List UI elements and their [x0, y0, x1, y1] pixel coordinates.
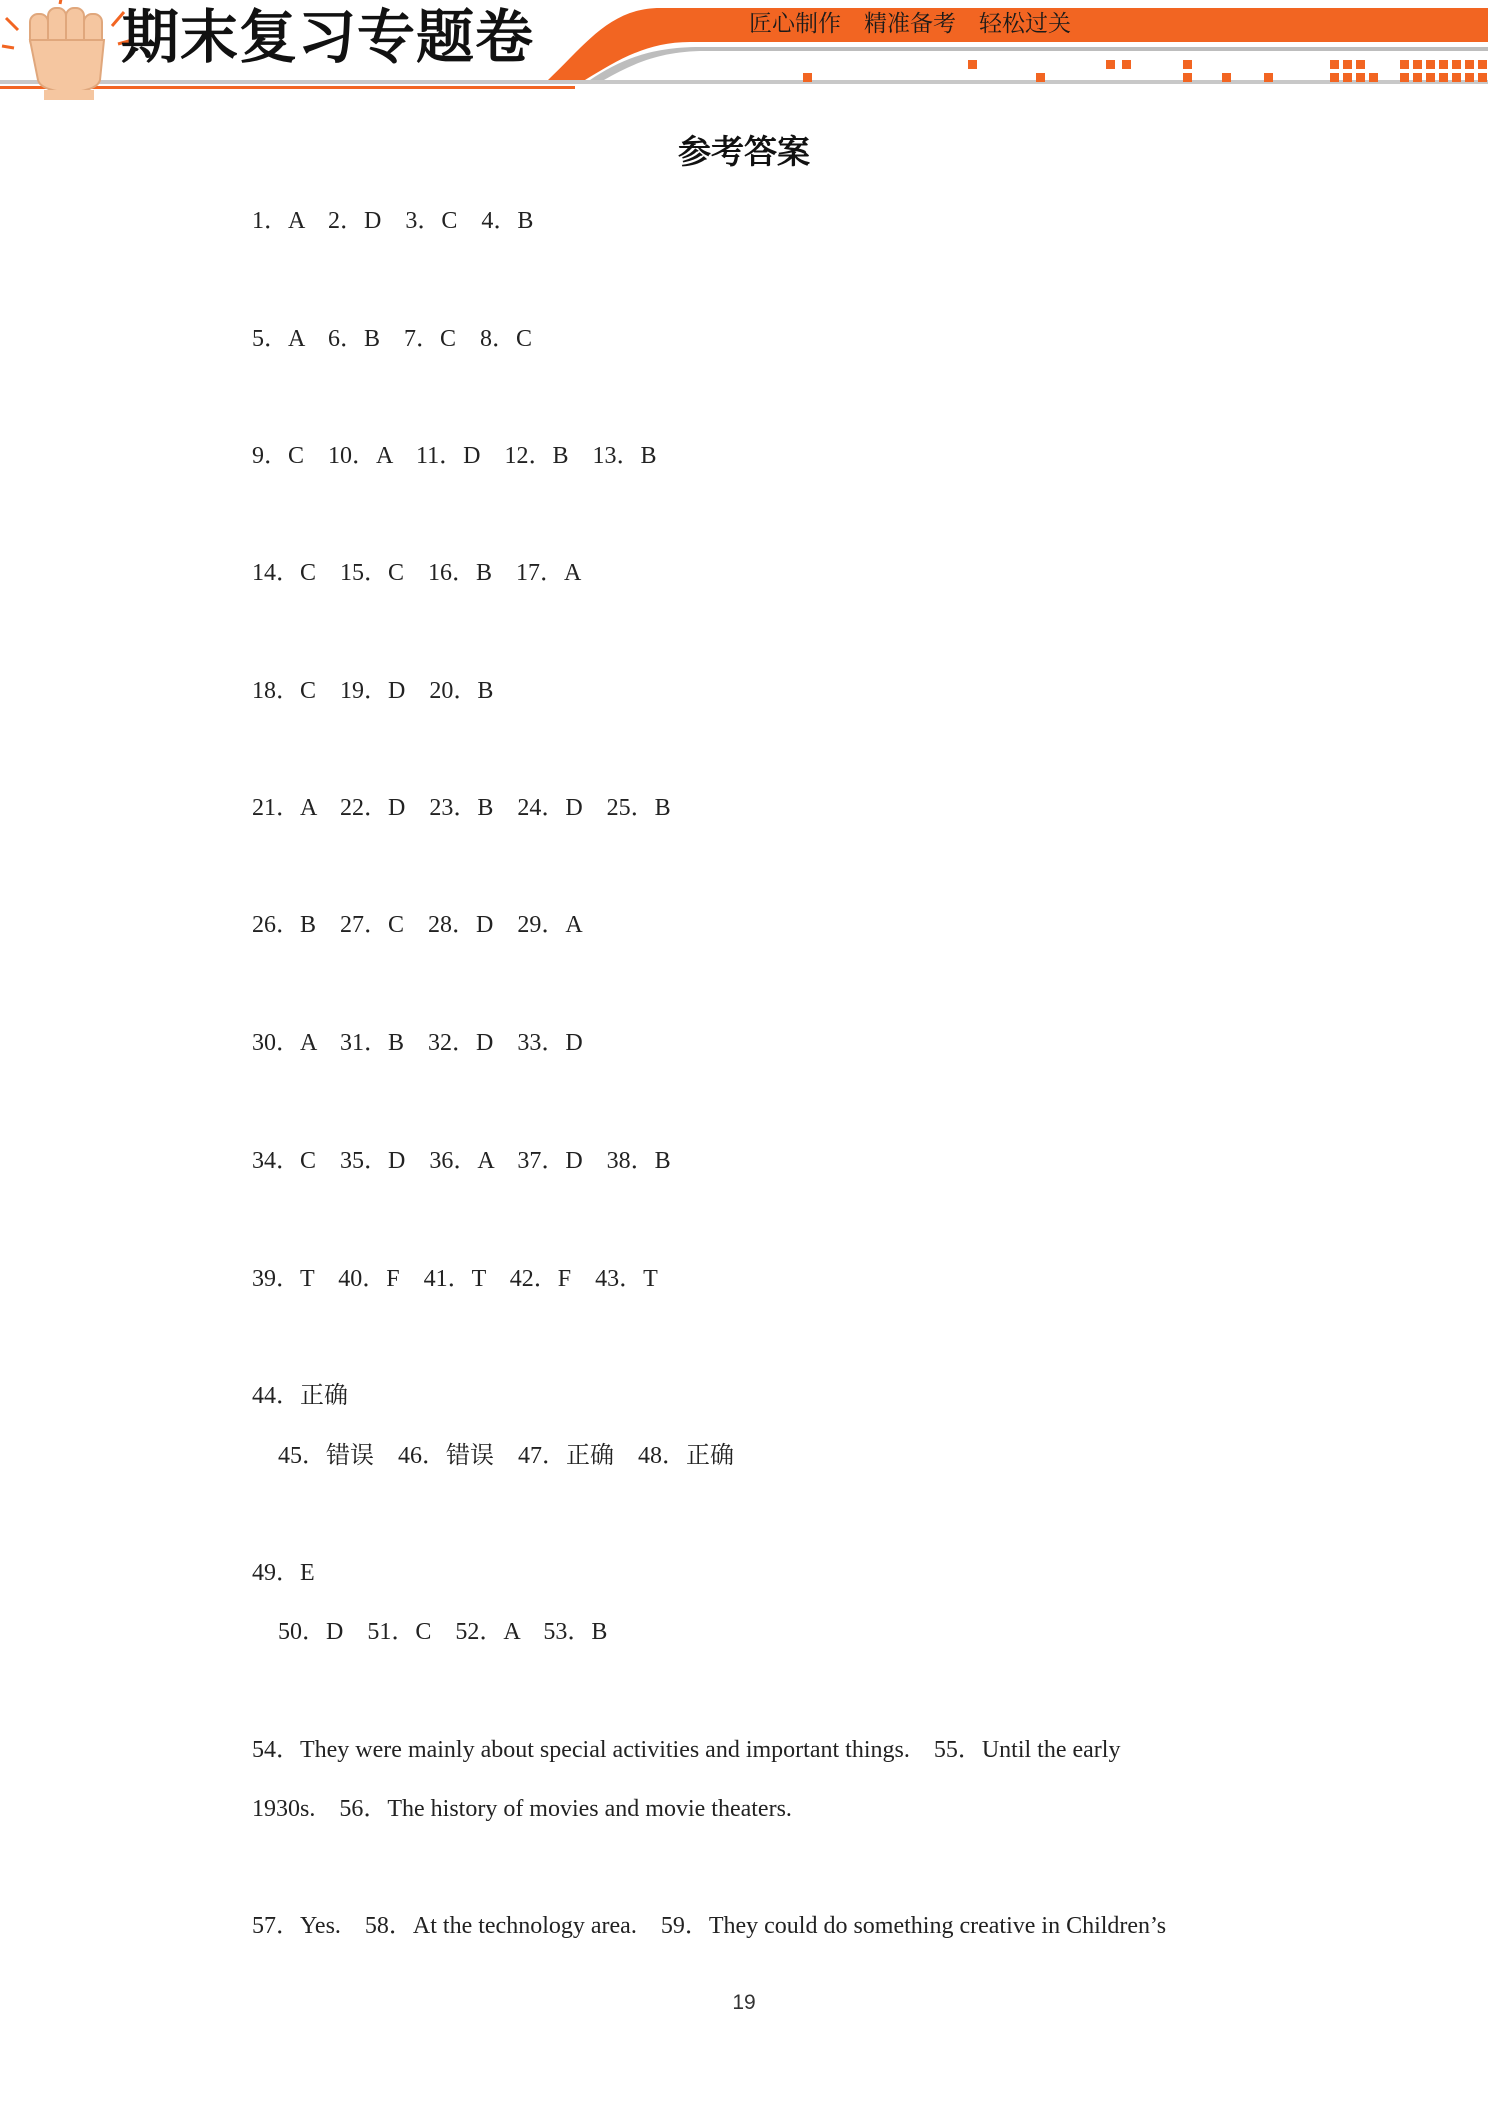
- answer-line: 9．C 10．A 11．D 12．B 13．B: [252, 443, 657, 469]
- answer-line: 30．A 31．B 32．D 33．D: [252, 1030, 583, 1056]
- answer-line: 54．They were mainly about special activities and important things. 55．Until the early: [252, 1737, 1121, 1763]
- answer-line: 45．错误 46．错误 47．正确 48．正确: [278, 1443, 734, 1469]
- answer-line: 44．正确: [252, 1383, 348, 1409]
- header-slogan: 匠心制作 精准备考 轻松过关: [749, 10, 1071, 36]
- answer-line: 1．A 2．D 3．C 4．B: [252, 208, 534, 234]
- answer-line: 18．C 19．D 20．B: [252, 678, 494, 704]
- fist-icon: [2, 0, 132, 100]
- header-title: 期末复习专题卷: [121, 5, 535, 70]
- answer-line: 5．A 6．B 7．C 8．C: [252, 326, 533, 352]
- answer-line: 21．A 22．D 23．B 24．D 25．B: [252, 795, 671, 821]
- answer-line: 49．E: [252, 1560, 315, 1586]
- answer-line: 34．C 35．D 36．A 37．D 38．B: [252, 1148, 671, 1174]
- page-number: 19: [732, 1991, 756, 2014]
- answer-line: 57．Yes. 58．At the technology area. 59．They could do something creative in Children’s: [252, 1913, 1167, 1939]
- answer-line: 39．T 40．F 41．T 42．F 43．T: [252, 1266, 658, 1292]
- answer-line: 1930s. 56．The history of movies and movie theaters.: [252, 1796, 792, 1822]
- answer-line: 50．D 51．C 52．A 53．B: [278, 1619, 608, 1645]
- answer-line: 26．B 27．C 28．D 29．A: [252, 912, 583, 938]
- section-title: 参考答案: [678, 133, 810, 170]
- header-decoration-squares: [803, 60, 1487, 82]
- answer-line: 14．C 15．C 16．B 17．A: [252, 560, 582, 586]
